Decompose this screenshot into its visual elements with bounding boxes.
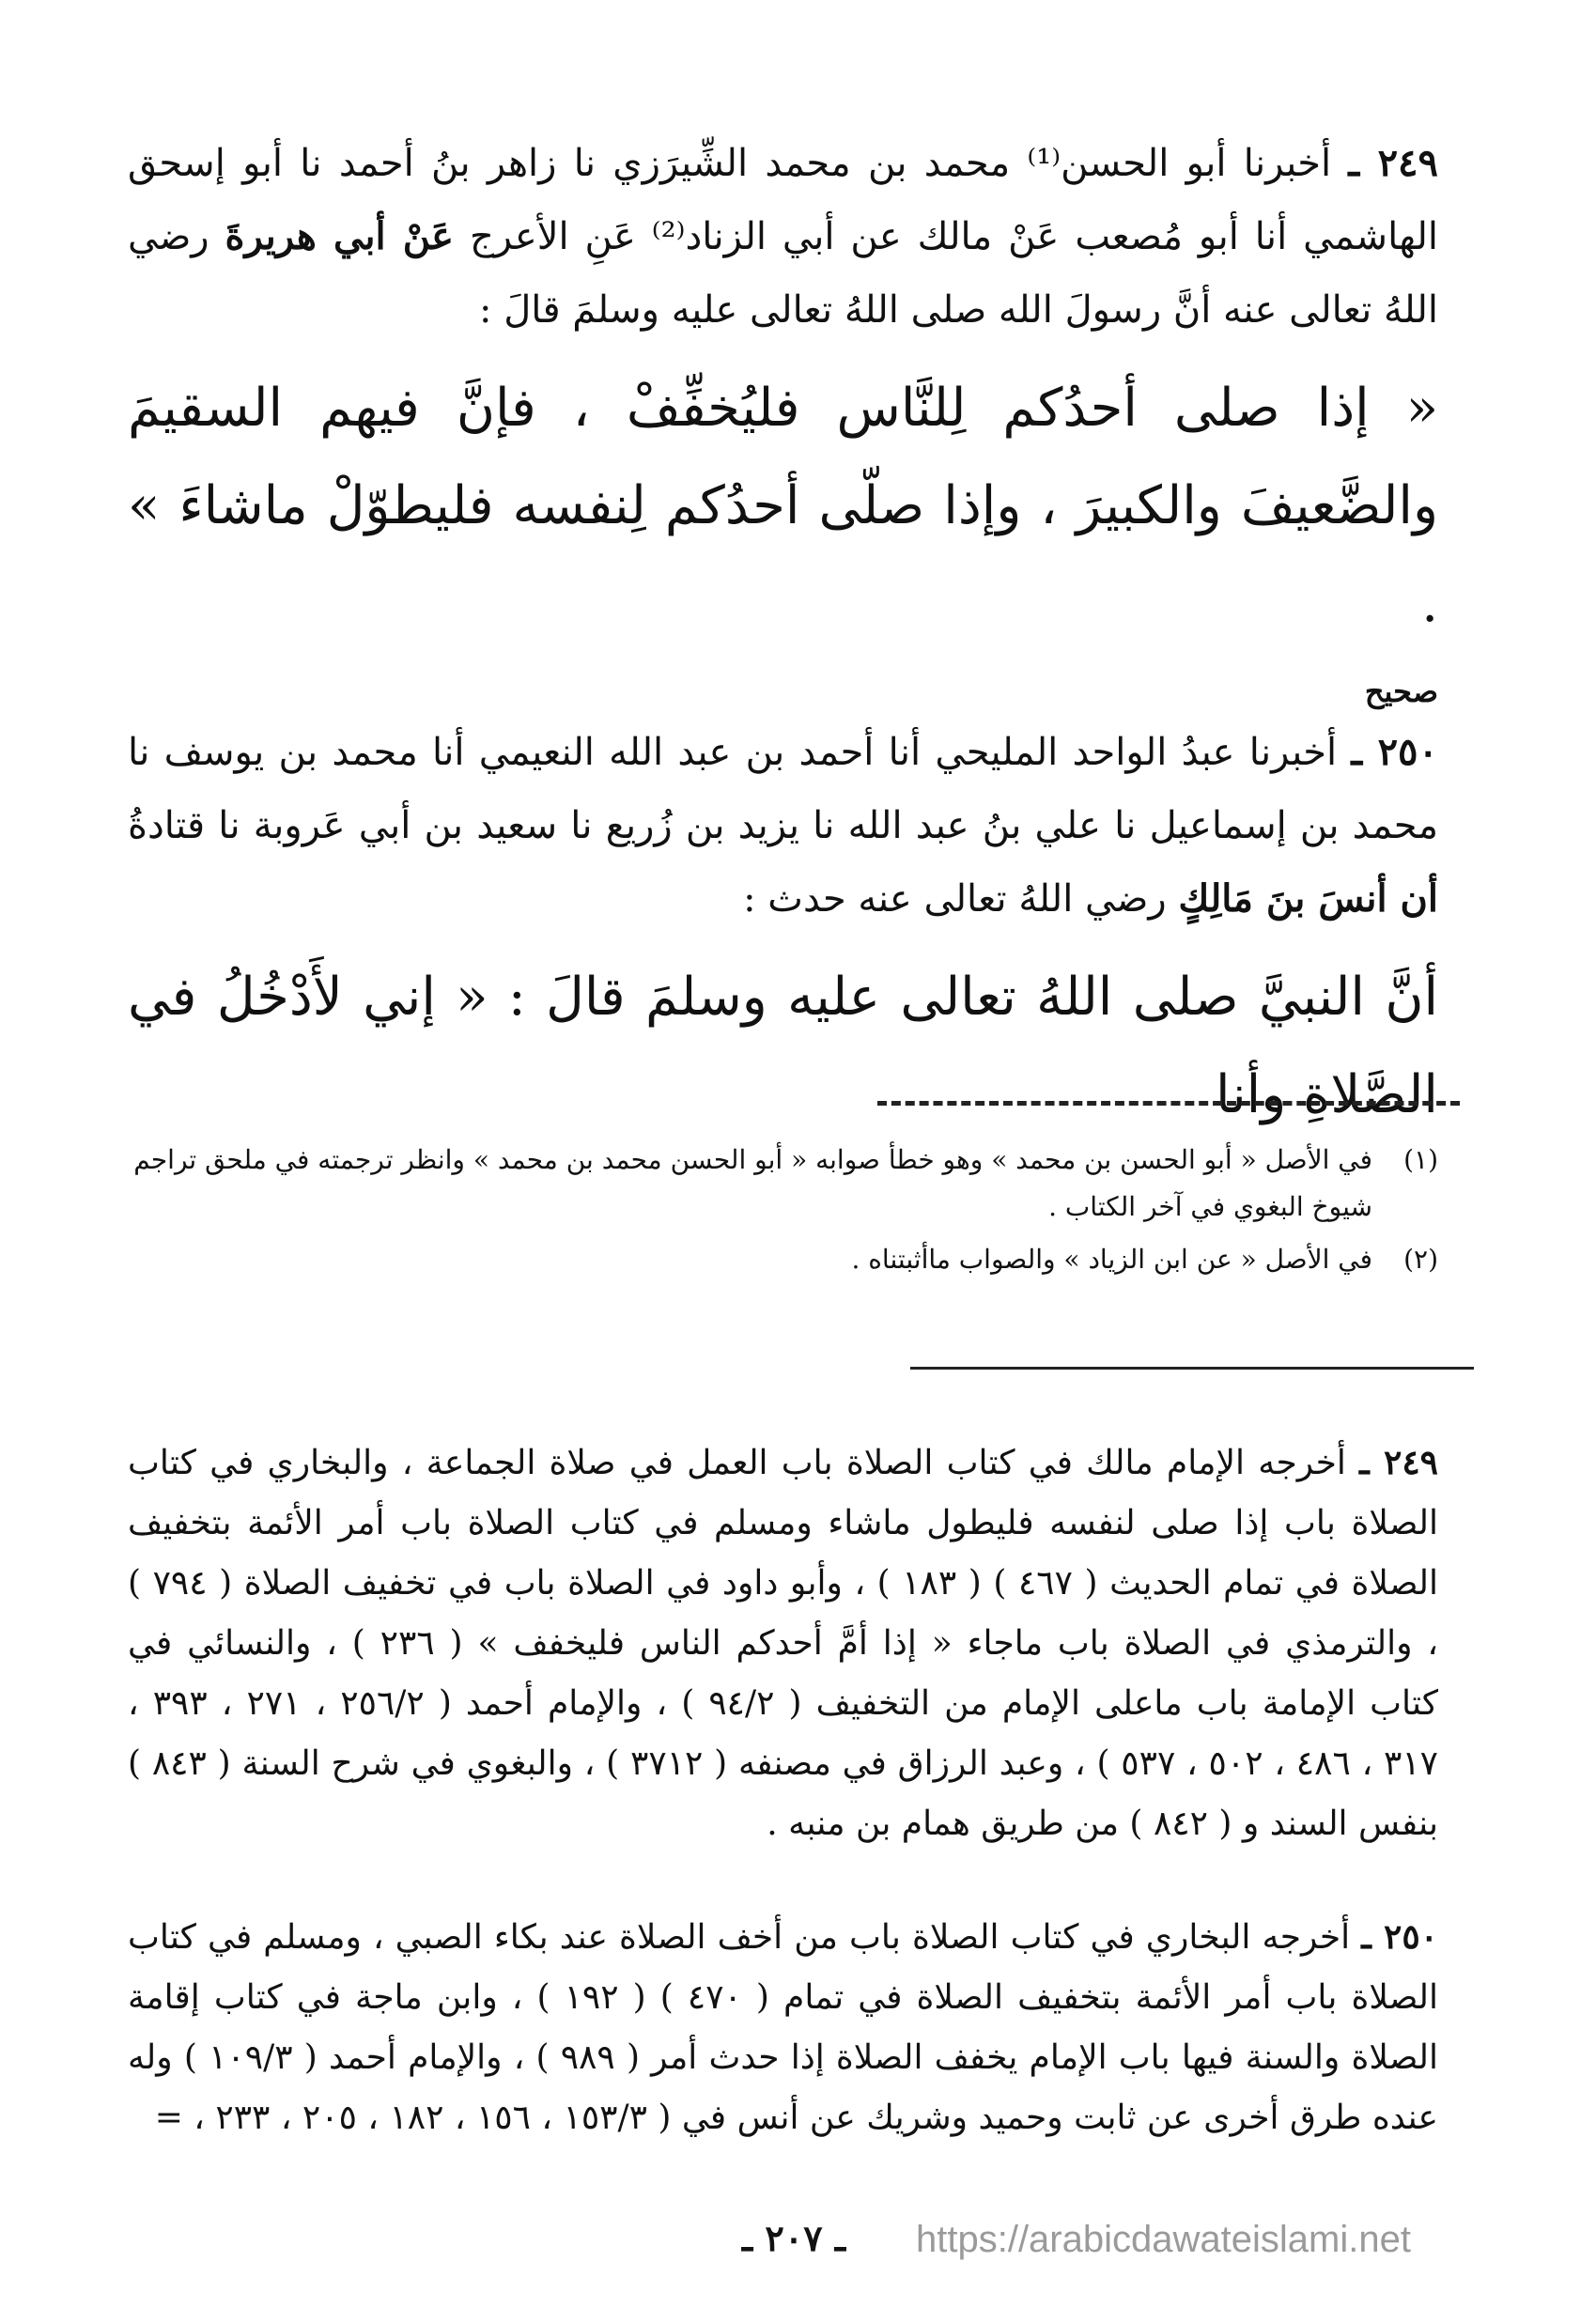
takhrij-250-number: ٢٥٠ ـ bbox=[1361, 1917, 1438, 1957]
hadith-250-number: ٢٥٠ ـ bbox=[1351, 730, 1439, 774]
page-number: ـ ٢٠٧ ـ bbox=[742, 2217, 845, 2259]
footnote-1-text: في الأصل « أبو الحسن بن محمد » وهو خطأ صوابه « أبو الحسن محمد بن محمد » وانظر ترجمته في ملحق تراجم شيوخ البغوي في آخر الكتاب . bbox=[133, 1144, 1372, 1222]
hadith-249-intro: رضي اللهُ تعالى عنه أنَّ رسولَ الله صلى اللهُ تعالى عليه وسلمَ قالَ : bbox=[128, 215, 1438, 332]
footnote-2-text: في الأصل « عن ابن الزياد » والصواب ماأثبتناه . bbox=[851, 1244, 1372, 1275]
hadith-250-text: أنَّ النبيَّ صلى اللهُ تعالى عليه وسلمَ قالَ : « إني لأَدْخُلُ في الصَّلاةِ وأنا bbox=[128, 967, 1438, 1125]
section-rule bbox=[910, 1367, 1474, 1370]
hadith-250-companion: أن أنسَ بنَ مَالِكٍ bbox=[1178, 876, 1438, 921]
takhrij-250-text: أخرجه البخاري في كتاب الصلاة باب من أخف الصلاة عند بكاء الصبي ، ومسلم في كتاب الصلاة باب أمر الأئمة بتخفيف الصلاة في تمام ( ٤٧٠ ) ( ١٩٢ ) ، وابن ماجة في كتاب إقامة الصلاة والسنة فيها باب الإمام يخفف الصلاة إذا حدث أمر ( ٩٨٩ ) ، والإمام أحمد ( ١٠٩/٣ ) وله عنده طرق أخرى عن ثابت وحميد وشريك عن أنس في ( ١٥٣/٣ ، ١٥٦ ، ١٨٢ ، ٢٠٥ ، ٢٣٣ ، = bbox=[128, 1918, 1439, 2137]
footnote-1 bbox=[128, 1137, 1438, 1231]
footnote-1-number: (١) bbox=[1403, 1144, 1438, 1175]
hadith-250-intro: رضي اللهُ تعالى عنه حدث : bbox=[743, 877, 1167, 921]
hadith-249-grade: صحيح bbox=[1364, 674, 1438, 709]
hadith-249-companion: عَنْ أبي هريرةَ bbox=[225, 214, 455, 258]
footnotes bbox=[128, 1137, 1438, 1283]
hadith-249-text: « إذا صلى أحدُكم لِلنَّاس فليُخفِّفْ ، فإنَّ فيهم السقيمَ والضَّعيفَ والكبيرَ ، وإذا صلّى أحدُكم لِنفسه فليطوّلْ ماشاءَ » . bbox=[128, 378, 1438, 634]
footnote-2-number: (٢) bbox=[1403, 1244, 1438, 1275]
takhrij-249-number: ٢٤٩ ـ bbox=[1359, 1443, 1438, 1482]
hadith-250-isnad bbox=[128, 716, 1438, 936]
hadith-249 bbox=[128, 127, 1438, 709]
takhrij-250 bbox=[128, 1907, 1438, 2148]
hadith-249-number: ٢٤٩ ـ bbox=[1348, 141, 1439, 185]
watermark-url: https://arabicdawateislami.net bbox=[916, 2219, 1411, 2260]
footnote-2 bbox=[128, 1236, 1438, 1283]
hadith-249-chain: أخبرنا أبو الحسن⁽¹⁾ محمد بن محمد الشِّيرَزي نا زاهر بنُ أحمد نا أبو إسحق الهاشمي أنا أبو مُصعب عَنْ مالك عن أبي الزناد⁽²⁾ عَنِ الأعرج bbox=[128, 142, 1439, 258]
hadith-250 bbox=[128, 716, 1438, 1144]
hadith-250-chain: أخبرنا عبدُ الواحد المليحي أنا أحمد بن عبد الله النعيمي أنا محمد بن يوسف نا محمد بن إسماعيل نا علي بنُ عبد الله نا يزيد بن زُريع نا سعيد بن أبي عَروبة نا قتادةُ bbox=[128, 731, 1438, 847]
takhrij-249 bbox=[128, 1433, 1438, 1854]
continuation-dashes bbox=[877, 1101, 1460, 1106]
hadith-249-isnad bbox=[128, 127, 1438, 347]
takhrij-249-text: أخرجه الإمام مالك في كتاب الصلاة باب العمل في صلاة الجماعة ، والبخاري في كتاب الصلاة باب إذا صلى لنفسه فليطول ماشاء ومسلم في كتاب الصلاة باب أمر الأئمة بتخفيف الصلاة في تمام الحديث ( ٤٦٧ ) ( ١٨٣ ) ، وأبو داود في الصلاة باب في تخفيف الصلاة ( ٧٩٤ ) ، والترمذي في الصلاة باب ماجاء « إذا أمَّ أحدكم الناس فليخفف » ( ٢٣٦ ) ، والنسائي في كتاب الإمامة باب ماعلى الإمام من التخفيف ( ٩٤/٢ ) ، والإمام أحمد ( ٢٥٦/٢ ، ٢٧١ ، ٣٩٣ ، ٣١٧ ، ٤٨٦ ، ٥٠٢ ، ٥٣٧ ) ، وعبد الرزاق في مصنفه ( ٣٧١٢ ) ، والبغوي في شرح السنة ( ٨٤٣ ) بنفس السند و ( ٨٤٢ ) من طريق همام بن منبه . bbox=[128, 1444, 1439, 1843]
